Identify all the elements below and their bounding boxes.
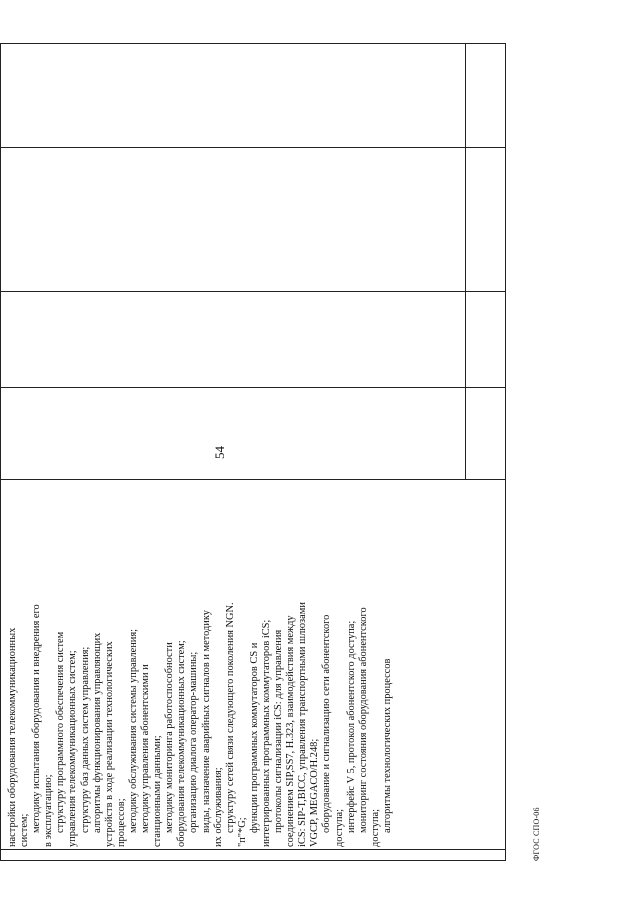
- table-column-divider: [1, 291, 505, 292]
- text-line: VGCP, MEGACO/H.248;: [309, 738, 321, 847]
- text-line: алгоритмы технологических процессов: [381, 658, 393, 833]
- table-column-divider: [1, 147, 505, 148]
- table-column-divider: [1, 849, 505, 850]
- text-line: методику испытания оборудования и внедрения его: [31, 604, 43, 833]
- text-line: iCS: SIP-T,BICC, управления транспортными шлюзами: [297, 602, 309, 847]
- text-line: протоколы сигнализации iCS: для управления: [273, 629, 285, 833]
- text-line: доступа;: [333, 808, 345, 847]
- text-line: интегрированных программных коммутаторов iCS;: [260, 619, 272, 847]
- footer-code: ФГОС СПО-06: [532, 807, 541, 861]
- text-line: оборудование и сигнализацию сети абонентского: [321, 614, 333, 833]
- text-line: организацию диалога оператор-машины;: [188, 651, 200, 833]
- text-line: устройств в ходе реализации технологических: [103, 641, 115, 847]
- text-line: структуру программного обеспечения систем: [55, 631, 67, 833]
- text-line: оборудования телекоммуникационных систем;: [176, 640, 188, 847]
- text-line: структуру сетей связи следующего поколения NGN.: [224, 602, 236, 833]
- text-line: настройки оборудования телекоммуникационных: [7, 627, 18, 847]
- table-row-divider: [465, 44, 466, 480]
- table-column-divider: [1, 387, 505, 388]
- text-line: доступа;: [369, 808, 381, 847]
- text-line: структуру баз данных систем управления;: [79, 646, 91, 833]
- text-line: функции программных коммутаторов CS и: [248, 642, 260, 833]
- text-line: процессов;: [115, 798, 127, 847]
- text-line: их обслуживания;: [212, 767, 224, 847]
- text-line: алгоритмы функционирования управляющих: [91, 632, 103, 833]
- rotated-page: [0, 43, 541, 861]
- text-line: методику мониторинга работоспособности: [164, 642, 176, 833]
- text-line: виды, назначение аварийных сигналов и методику: [200, 610, 212, 833]
- competency-text-cell: [7, 487, 501, 847]
- text-line: соединением SIP,SS7, H.323, взаимодействия между: [285, 615, 297, 847]
- text-line: в эксплуатацию;: [43, 774, 55, 847]
- text-line: методику управления абонентскими и: [140, 664, 152, 833]
- table-column-divider: [1, 479, 505, 480]
- text-line: мониторинг состояния оборудования абонентского: [357, 607, 369, 833]
- text-line: методику обслуживания системы управления;: [127, 629, 139, 833]
- content-table: [0, 43, 506, 861]
- text-line: систем;: [19, 813, 31, 847]
- text-line: интерфейс V 5, протокол абонентского доступа;: [345, 620, 357, 833]
- text-line: станционными данными;: [152, 735, 164, 847]
- text-line: управления телекоммуникационных систем;: [67, 650, 79, 847]
- page-number: 54: [212, 446, 227, 459]
- text-line: "п"*G;: [236, 817, 248, 847]
